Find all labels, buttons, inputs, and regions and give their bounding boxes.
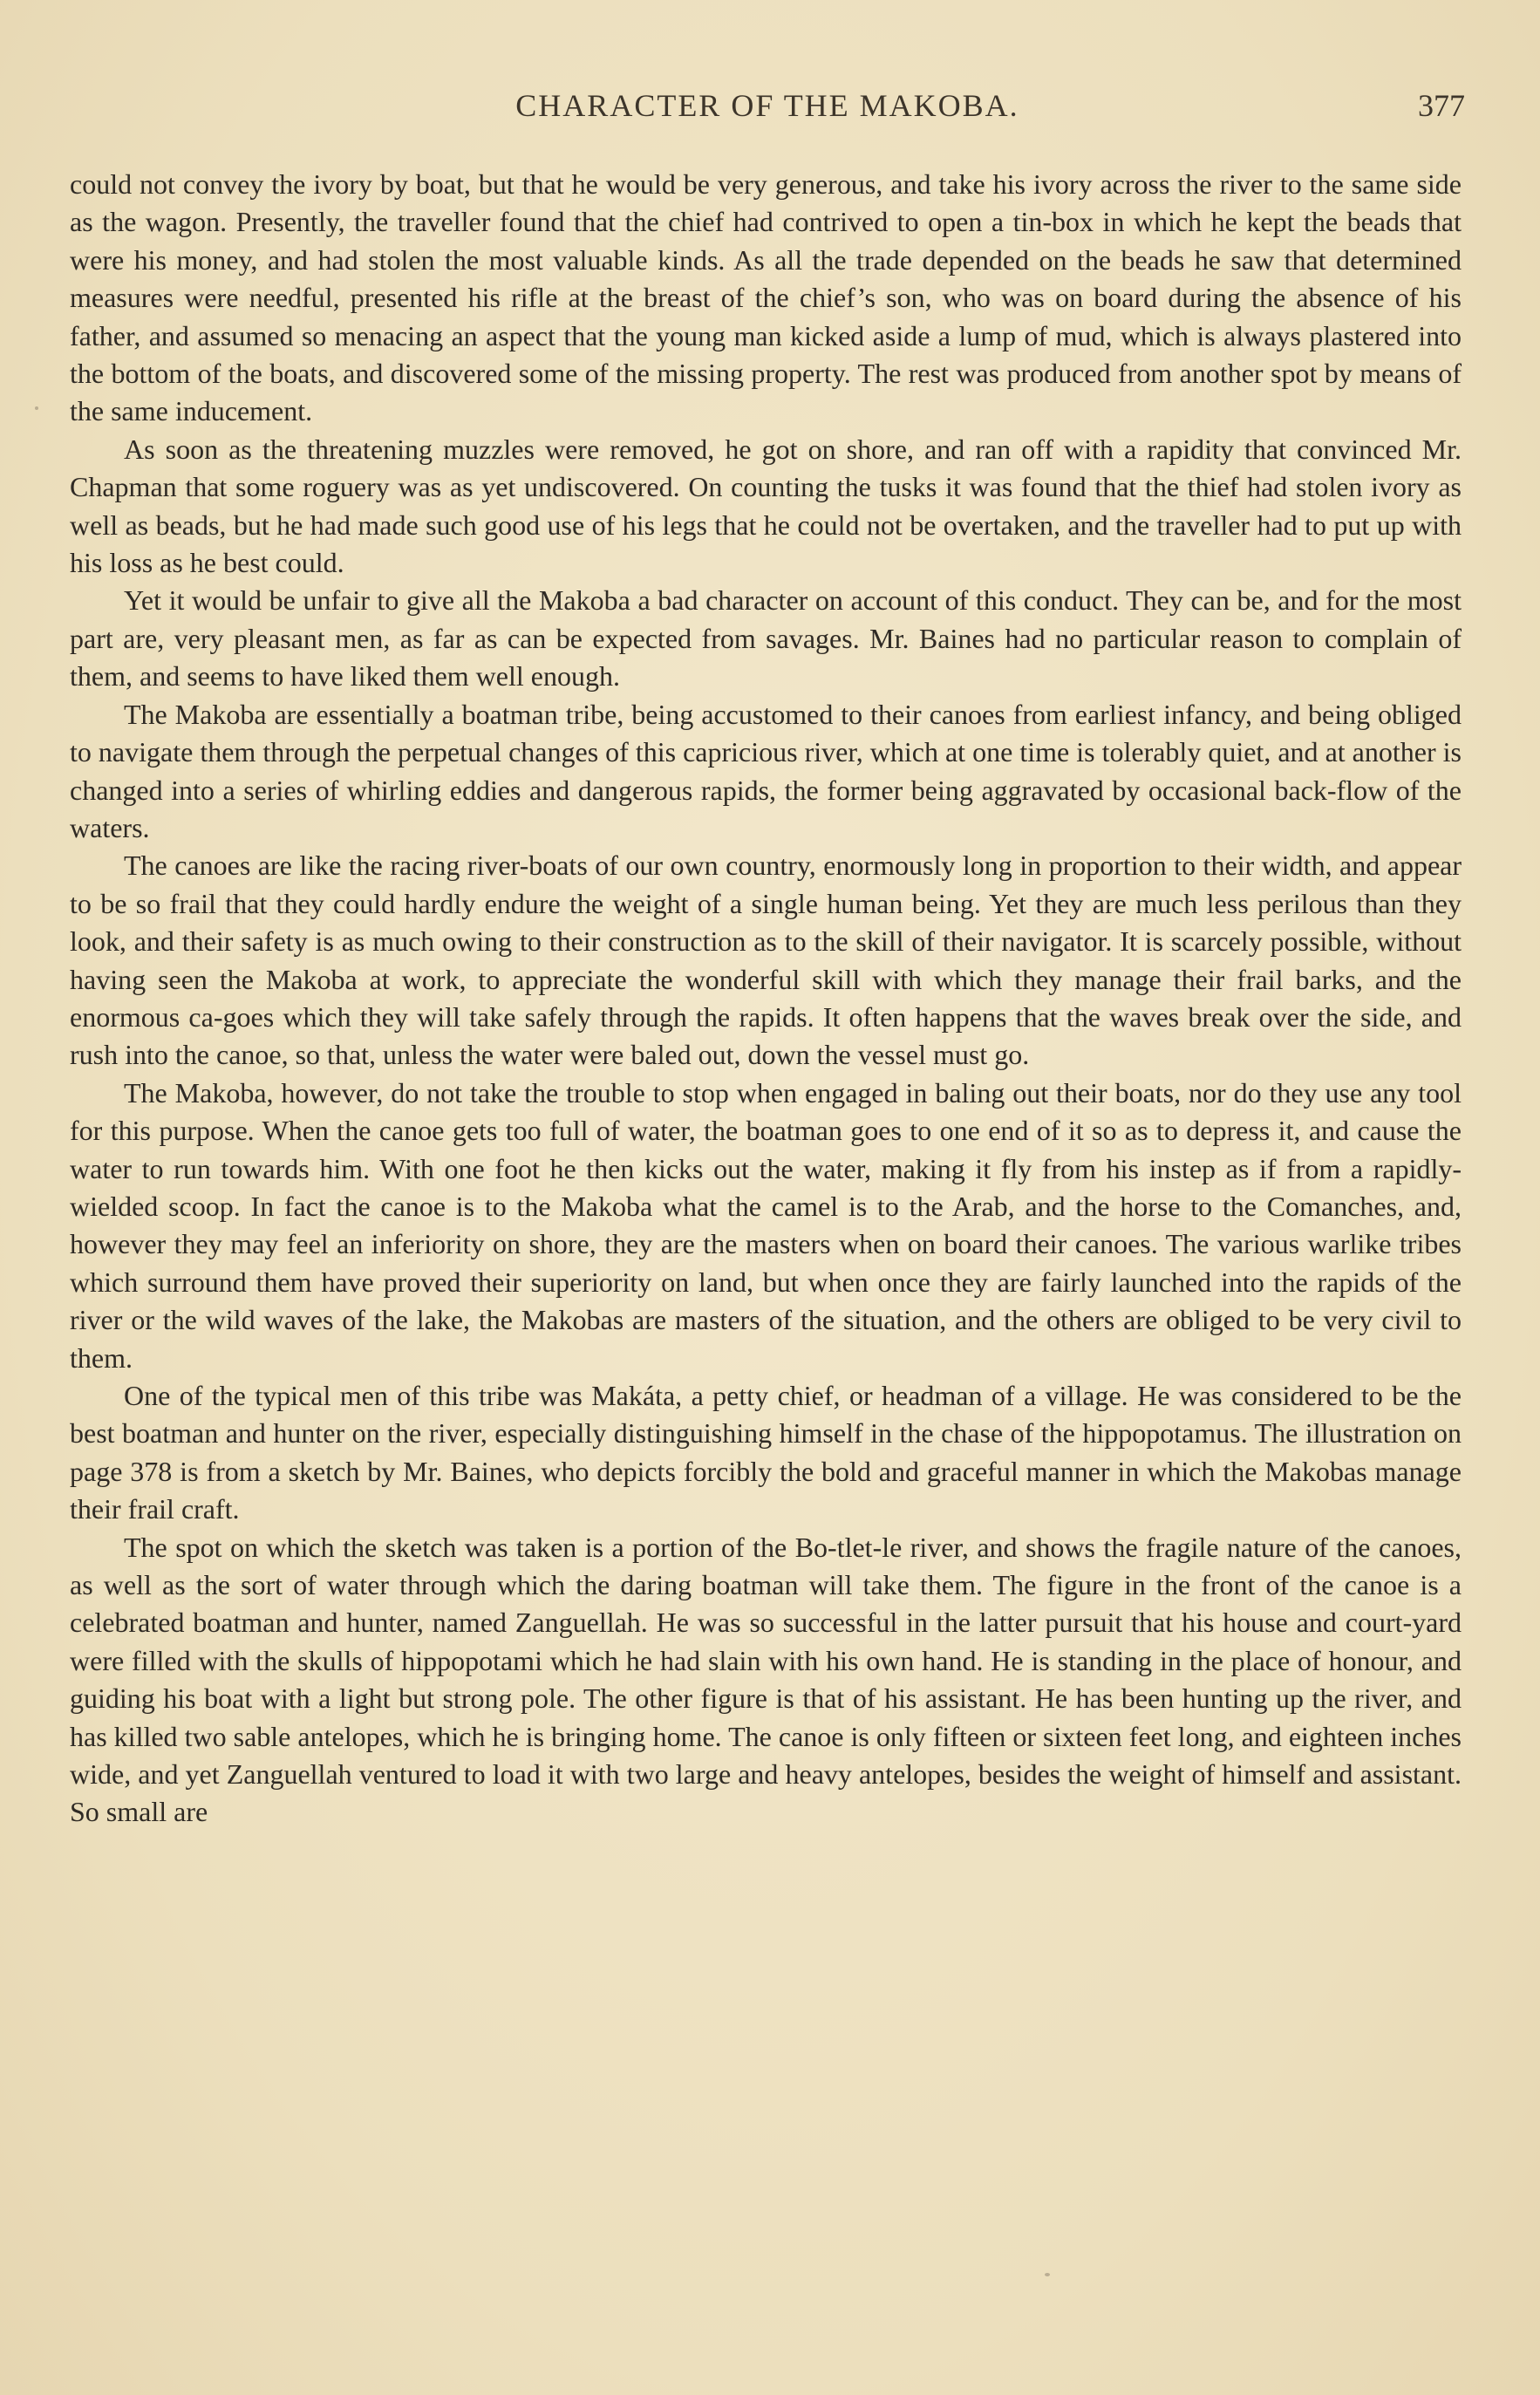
paragraph-3: Yet it would be unfair to give all the Makoba a bad character on account of this conduct. They can be, and for the most part are, very pleasant men, as far as can be expected from savages. Mr. Baines had no particular reason to complain of them, and seems to have liked them well enough. (70, 584, 1462, 693)
paper-speck (1045, 2273, 1050, 2276)
paragraph-4: The Makoba are essentially a boatman tribe, being accustomed to their canoes from earliest infancy, and being obliged to navigate them through the perpetual changes of this capricious river, which at one time is tolerably quiet, and at another is changed into a series of whirling eddies and dangerous rapids, the former being aggravated by occasional back-flow of the waters. (70, 698, 1462, 843)
paragraph-6: The Makoba, however, do not take the trouble to stop when engaged in baling out their boats, nor do they use any tool for this purpose. When the canoe gets too full of water, the boatman goes to one end of it so as to depress it, and cause the water to run towards him. With one foot he then kicks out the water, making it fly from his instep as if from a rapidly-wielded scoop. In fact the canoe is to the Makoba what the camel is to the Arab, and the horse to the Comanches, and, however they may feel an inferiority on shore, they are the masters when on board their canoes. The various warlike tribes which surround them have proved their superiority on land, but when once they are fairly launched into the rapids of the river or the wild waves of the lake, the Makobas are masters of the situation, and the others are obliged to be very civil to them. (70, 1076, 1462, 1374)
body-text (70, 166, 1462, 1832)
paper-speck (35, 406, 38, 410)
page-header (70, 87, 1465, 140)
paragraph-7: One of the typical men of this tribe was Makáta, a petty chief, or headman of a village. He was considered to be the best boatman and hunter on the river, especially distinguishing himself in the chase of the hippopotamus. The illustration on page 378 is from a sketch by Mr. Baines, who depicts forcibly the bold and graceful manner in which the Makobas manage their frail craft. (70, 1380, 1462, 1525)
running-title: CHARACTER OF THE MAKOBA. (515, 88, 1019, 123)
paragraph-8: The spot on which the sketch was taken is a portion of the Bo-tlet-le river, and shows the fragile nature of the canoes, as well as the sort of water through which the daring boatman will take them. The figure in the front of the canoe is a celebrated boatman and hunter, named Zanguellah. He was so successful in the latter pursuit that his house and court-yard were filled with the skulls of hippopotami which he had slain with his own hand. He is standing in the place of honour, and guiding his boat with a light but strong pole. The other figure is that of his assistant. He has been hunting up the river, and has killed two sable antelopes, which he is bringing home. The canoe is only fifteen or sixteen feet long, and eighteen inches wide, and yet Zanguellah ventured to load it with two large and heavy antelopes, besides the weight of himself and assistant. So small are (70, 1531, 1462, 1828)
paragraph-1: could not convey the ivory by boat, but that he would be very generous, and take his ivory across the river to the same side as the wagon. Presently, the traveller found that the chief had contrived to open a tin-box in which he kept the beads that were his money, and had stolen the most valuable kinds. As all the trade depended on the beads he saw that determined measures were needful, presented his rifle at the breast of the chief’s son, who was on board during the absence of his father, and assumed so menacing an aspect that the young man kicked aside a lump of mud, which is always plastered into the bottom of the boats, and discovered some of the missing property. The rest was produced from another spot by means of the same inducement. (70, 168, 1462, 427)
page-number: 377 (1418, 88, 1465, 123)
paragraph-5: The canoes are like the racing river-boats of our own country, enormously long in proportion to their width, and appear to be so frail that they could hardly endure the weight of a single human being. Yet they are much less perilous than they look, and their safety is as much owing to their construction as to the skill of their navigator. It is scarcely possible, without having seen the Makoba at work, to appreciate the wonderful skill with which they manage their frail barks, and the enormous ca-goes which they will take safely through the rapids. It often happens that the waves break over the side, and rush into the canoe, so that, unless the water were baled out, down the vessel must go. (70, 850, 1462, 1071)
paragraph-2: As soon as the threatening muzzles were removed, he got on shore, and ran off with a rapidity that convinced Mr. Chapman that some roguery was as yet undiscovered. On counting the tusks it was found that the thief had stolen ivory as well as beads, but he had made such good use of his legs that he could not be overtaken, and the traveller had to put up with his loss as he best could. (70, 433, 1462, 579)
